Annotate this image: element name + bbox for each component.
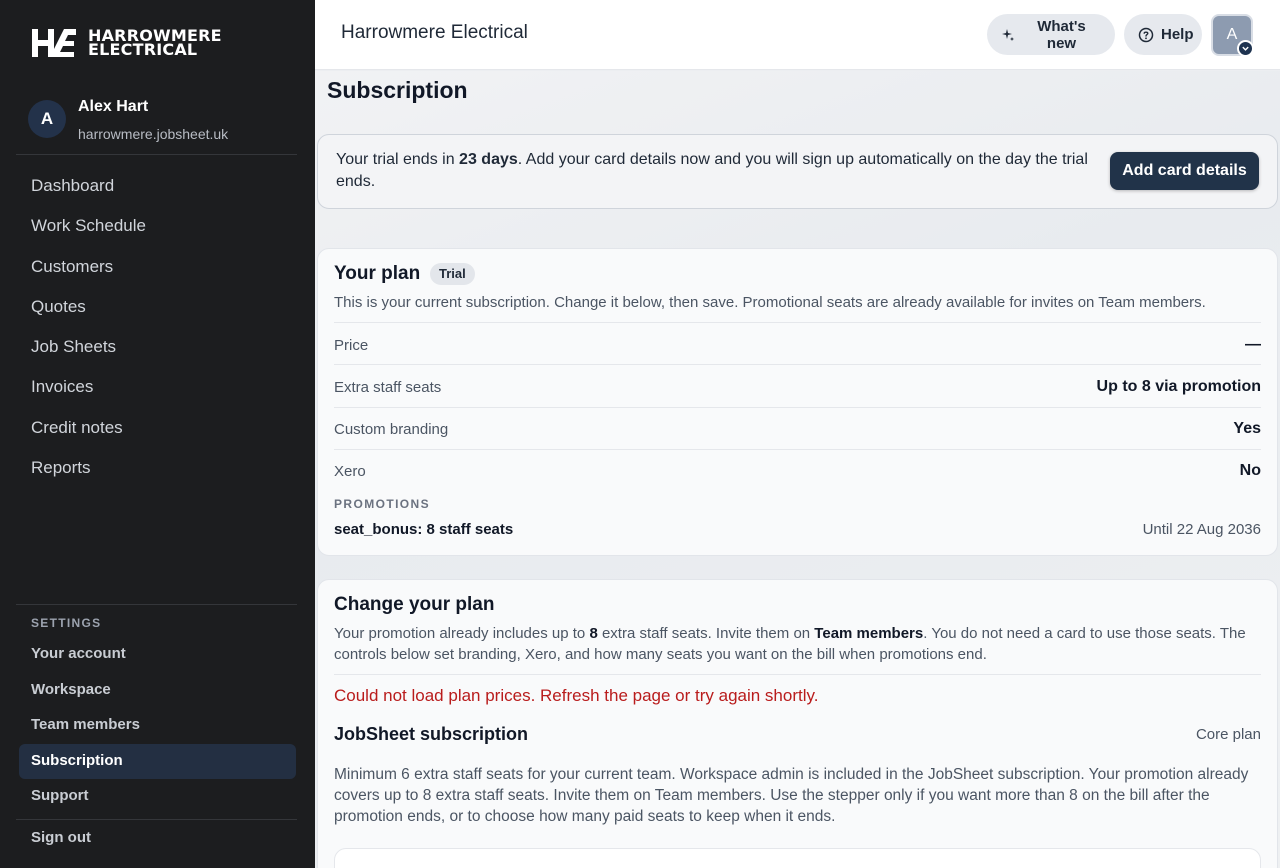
xero-label: Xero: [334, 463, 366, 480]
main-content: [315, 71, 1280, 868]
logo-text: HARROWMERE ELECTRICAL: [88, 26, 222, 59]
team-members-link[interactable]: Team members: [814, 625, 924, 642]
nav-item-credit-notes[interactable]: Credit notes: [31, 417, 123, 437]
change-plan-card: [317, 579, 1278, 868]
help-circle-icon: [1138, 27, 1154, 43]
logo-mark-icon: [30, 27, 78, 59]
nav-item-dashboard[interactable]: Dashboard: [31, 176, 115, 195]
row-divider: [334, 674, 1261, 675]
change-plan-description: Your promotion already includes up to 8 extra staff seats. Invite them on Team members. You do not need a card to use those seats. The controls below set branding, Xero, and how many seats you want on the bill when promotions end.: [334, 625, 1246, 663]
sidebar-divider: [16, 604, 297, 605]
chevron-down-icon: [1237, 40, 1254, 57]
settings-nav: [0, 637, 315, 815]
sidebar-divider: [16, 154, 297, 155]
sidebar-divider: [16, 819, 297, 820]
trial-days: 23 days: [459, 151, 518, 168]
help-label: Help: [1161, 26, 1194, 43]
custom-branding-label: Custom branding: [334, 421, 449, 438]
whats-new-label: What's new: [1037, 17, 1086, 52]
your-plan-title: Your plan: [334, 263, 421, 284]
nav-item-invoices[interactable]: Invoices: [31, 377, 94, 397]
your-plan-description: This is your current subscription. Change it below, then save. Promotional seats are already available for invites on Team members.: [334, 294, 1206, 311]
price-label: Price: [334, 337, 369, 354]
nav-item-reports[interactable]: Reports: [31, 458, 91, 478]
row-divider: [334, 364, 1261, 365]
trial-message: Your trial ends in 23 days. Add your card details now and you will sign up automatically on the day the trial ends.: [336, 151, 1088, 190]
row-divider: [334, 449, 1261, 450]
subscription-description: Minimum 6 extra staff seats for your current team. Workspace admin is included in the JobSheet subscription. Your promotion already covers up to 8 extra staff seats. Invite them on Team members. Use the stepper only if you want more than 8 on the bill after the promotion ends, or to choose how many paid seats to keep when it ends.: [334, 766, 1249, 825]
nav-item-work-schedule[interactable]: Work Schedule: [31, 216, 146, 236]
promotion-expiry: Until 22 Aug 2036: [1142, 521, 1261, 538]
settings-item-team-members[interactable]: Team members: [31, 716, 140, 733]
extra-seats-value: Up to 8 via promotion: [1096, 378, 1261, 395]
settings-item-workspace[interactable]: Workspace: [31, 680, 111, 698]
row-divider: [334, 322, 1261, 323]
top-avatar-initial: A: [1226, 26, 1238, 43]
org-name: Harrowmere Electrical: [341, 22, 528, 43]
settings-item-subscription[interactable]: Subscription: [19, 744, 296, 780]
xero-value: No: [1239, 462, 1261, 479]
subscription-plan-name: Core plan: [1195, 726, 1261, 743]
nav-item-customers[interactable]: Customers: [31, 256, 114, 276]
nav-item-job-sheets[interactable]: Job Sheets: [31, 337, 117, 357]
settings-item-support[interactable]: Support: [31, 787, 89, 804]
price-value: —: [1245, 336, 1261, 353]
user-domain: harrowmere.jobsheet.uk: [78, 126, 229, 142]
promotions-heading: PROMOTIONS: [334, 497, 431, 511]
page-title: Subscription: [327, 77, 468, 103]
current-user: [28, 98, 228, 142]
seat-options-card: [334, 848, 1261, 868]
sidebar: [0, 0, 315, 868]
sparkle-icon: [1001, 28, 1015, 42]
sign-out-link[interactable]: Sign out: [31, 829, 91, 846]
subscription-title: JobSheet subscription: [334, 724, 529, 744]
settings-heading: SETTINGS: [31, 616, 102, 630]
settings-item-your-account[interactable]: Your account: [31, 645, 126, 662]
promotion-name: seat_bonus: 8 staff seats: [334, 521, 514, 538]
your-plan-card: [317, 248, 1278, 556]
change-plan-title: Change your plan: [334, 594, 495, 615]
plan-status-badge: Trial: [430, 263, 475, 285]
user-avatar: A: [28, 100, 66, 138]
main-nav: [0, 166, 315, 488]
whats-new-button[interactable]: [987, 14, 1115, 55]
price-load-error: Could not load plan prices. Refresh the page or try again shortly.: [334, 686, 819, 705]
row-divider: [334, 407, 1261, 408]
add-card-details-button[interactable]: Add card details: [1110, 152, 1259, 190]
user-name: Alex Hart: [78, 98, 149, 115]
nav-item-quotes[interactable]: Quotes: [31, 296, 86, 316]
company-logo[interactable]: [30, 27, 222, 59]
custom-branding-value: Yes: [1233, 420, 1261, 437]
extra-seats-label: Extra staff seats: [334, 379, 442, 396]
help-button[interactable]: [1124, 14, 1202, 55]
account-menu-button[interactable]: [1211, 14, 1253, 56]
trial-banner: [317, 134, 1278, 209]
topbar: [315, 0, 1280, 70]
